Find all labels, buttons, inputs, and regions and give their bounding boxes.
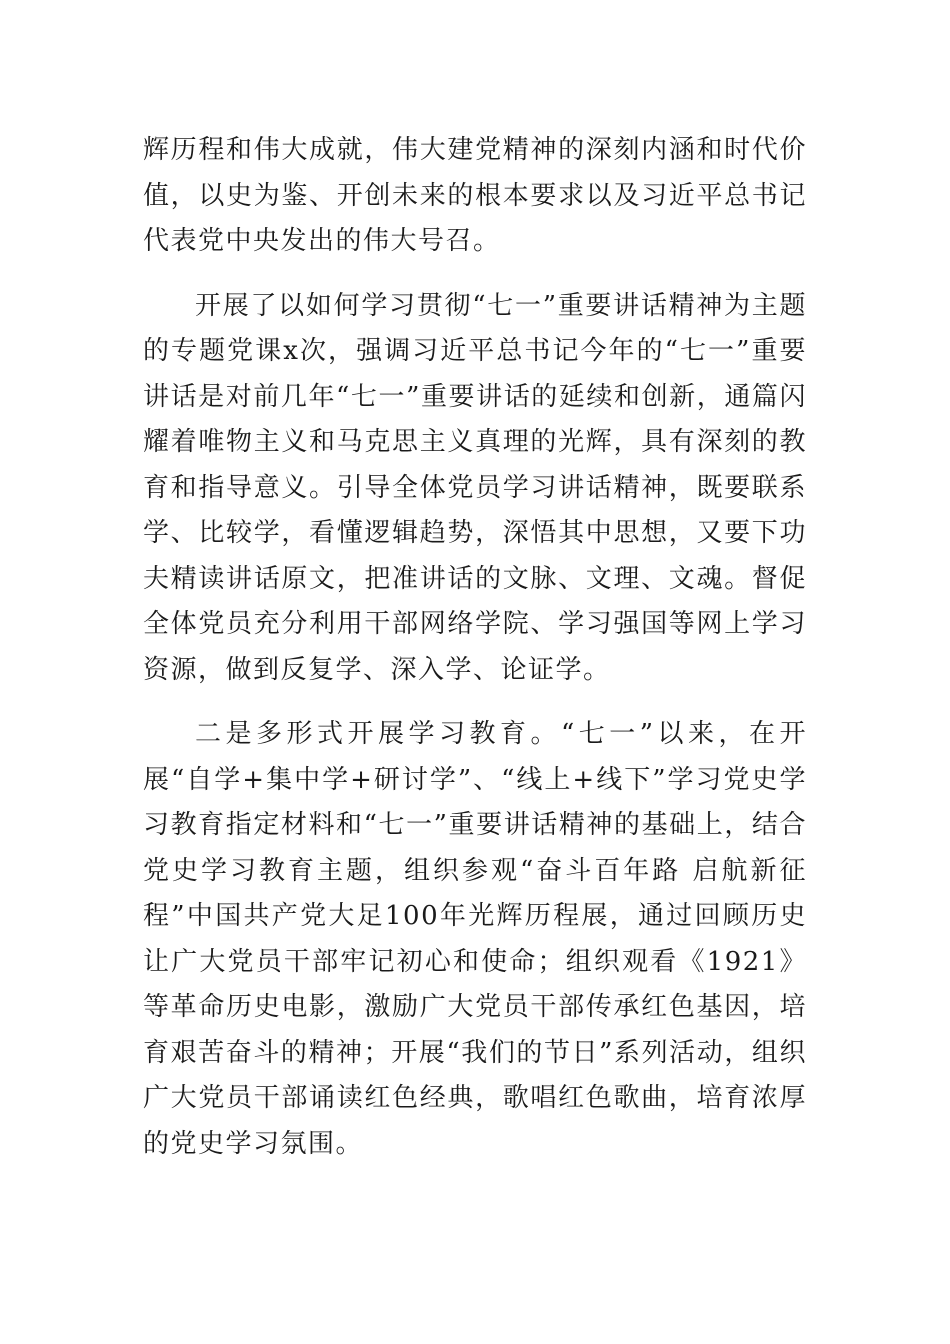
paragraph-learning-education: 二是多形式开展学习教育。“七一”以来，在开展“自学+集中学+研讨学”、“线上+线下”学习党史学习教育指定材料和“七一”重要讲话精神的基础上，结合党史学习教育主题，组织参观“奋斗百年路 启航新征程”中国共产党大足100年光辉历程展，通过回顾历史让广大党员干部牢记初心和使命；组织观看《1921》等革命历史电影，激励广大党员干部传承红色基因，培育艰苦奋斗的精神；开展“我们的节日”系列活动，组织广大党员干部诵读红色经典，歌唱红色歌曲，培育浓厚的党史学习氛围。	[143, 719, 807, 1159]
paragraph-party-lecture: 开展了以如何学习贯彻“七一”重要讲话精神为主题的专题党课x次，强调习近平总书记今年的“七一”重要讲话是对前几年“七一”重要讲话的延续和创新，通篇闪耀着唯物主义和马克思主义真理的光辉，具有深刻的教育和指导意义。引导全体党员学习讲话精神，既要联系学、比较学，看懂逻辑趋势，深悟其中思想，又要下功夫精读讲话原文，把准讲话的文脉、文理、文魂。督促全体党员充分利用干部网络学院、学习强国等网上学习资源，做到反复学、深入学、论证学。	[143, 290, 807, 685]
paragraph-continued: 辉历程和伟大成就，伟大建党精神的深刻内涵和时代价值，以史为鉴、开创未来的根本要求以及习近平总书记代表党中央发出的伟大号召。	[143, 135, 807, 256]
document-body	[143, 128, 807, 1167]
